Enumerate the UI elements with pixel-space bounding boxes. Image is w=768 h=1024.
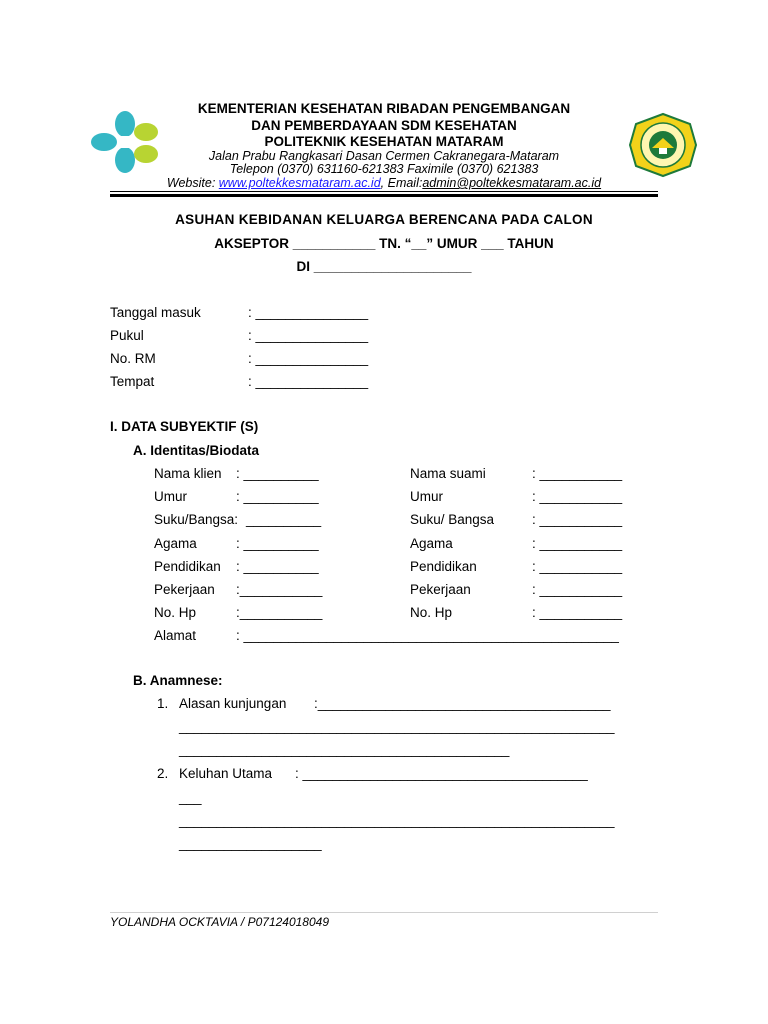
client-religion-label: Agama [154, 536, 197, 551]
husband-phone-label: No. Hp [410, 605, 453, 620]
husband-ethnicity-field[interactable]: : ___________ [532, 512, 623, 527]
husband-education-field[interactable]: : ___________ [532, 559, 623, 574]
client-ethnicity-label: Suku/Bangsa: [154, 512, 239, 527]
client-phone-field[interactable]: :___________ [236, 605, 323, 620]
husband-occupation-field[interactable]: : ___________ [532, 582, 623, 597]
header-line1: KEMENTERIAN KESEHATAN RIBADAN PENGEMBANGAN [197, 101, 571, 116]
admission-time-label: Pukul [110, 328, 144, 343]
client-ethnicity-field[interactable]: __________ [246, 512, 322, 527]
header-rule-thin [110, 191, 658, 192]
item1-number: 1. [157, 696, 169, 711]
husband-phone-field[interactable]: : ___________ [532, 605, 623, 620]
subsection-anamnesis: B. Anamnese: [133, 673, 223, 688]
admission-place-label: Tempat [110, 374, 155, 389]
husband-occupation-label: Pekerjaan [410, 582, 471, 597]
husband-education-label: Pendidikan [410, 559, 477, 574]
admission-date-label: Tanggal masuk [110, 305, 201, 320]
header-phone: Telepon (0370) 631160-621383 Faximile (0370) 621383 [229, 162, 539, 176]
main-complaint-field-line2[interactable]: ___ [179, 790, 202, 805]
husband-name-label: Nama suami [410, 466, 486, 481]
title-line3: DI _____________________ [296, 259, 472, 274]
admission-rm-label: No. RM [110, 351, 156, 366]
title-line2: AKSEPTOR ___________ TN. “__” UMUR ___ TAHUN [214, 236, 554, 251]
client-age-label: Umur [154, 489, 187, 504]
item2-number: 2. [157, 766, 169, 781]
header-line3: POLITEKNIK KESEHATAN MATARAM [264, 134, 504, 149]
admission-rm-field[interactable]: : _______________ [248, 351, 369, 366]
visit-reason-field-line3[interactable]: ____________________________________________ [179, 742, 510, 757]
main-complaint-field-line3[interactable]: __________________________________________________________ [179, 813, 615, 828]
admission-date-field[interactable]: : _______________ [248, 305, 369, 320]
client-age-field[interactable]: : __________ [236, 489, 319, 504]
visit-reason-field-line2[interactable]: __________________________________________________________ [179, 719, 615, 734]
email-link[interactable]: admin@poltekkesmataram.ac.id [422, 176, 602, 190]
husband-religion-label: Agama [410, 536, 453, 551]
husband-name-field[interactable]: : ___________ [532, 466, 623, 481]
client-name-field[interactable]: : __________ [236, 466, 319, 481]
husband-age-field[interactable]: : ___________ [532, 489, 623, 504]
admission-place-field[interactable]: : _______________ [248, 374, 369, 389]
visit-reason-field-line1[interactable]: :_______________________________________ [314, 696, 611, 711]
husband-age-label: Umur [410, 489, 443, 504]
header-rule-thick [110, 194, 658, 197]
client-occupation-field[interactable]: :___________ [236, 582, 323, 597]
footer-rule [110, 912, 658, 913]
visit-reason-label: Alasan kunjungan [179, 696, 287, 711]
title-line1: ASUHAN KEBIDANAN KELUARGA BERENCANA PADA CALON [175, 212, 593, 227]
husband-ethnicity-label: Suku/ Bangsa [410, 512, 495, 527]
client-education-label: Pendidikan [154, 559, 221, 574]
main-complaint-field-line1[interactable]: : ______________________________________ [295, 766, 588, 781]
subsection-identity: A. Identitas/Biodata [133, 443, 260, 458]
client-name-label: Nama klien [154, 466, 222, 481]
address-label: Alamat [154, 628, 197, 643]
section-heading-subjective: I. DATA SUBYEKTIF (S) [110, 419, 259, 434]
admission-time-field[interactable]: : _______________ [248, 328, 369, 343]
header-address: Jalan Prabu Rangkasari Dasan Cermen Cakranegara-Mataram [208, 149, 560, 163]
address-field[interactable]: : __________________________________________________ [236, 628, 619, 643]
husband-religion-field[interactable]: : ___________ [532, 536, 623, 551]
footer-author: YOLANDHA OCKTAVIA / P07124018049 [110, 915, 330, 929]
header-line2: DAN PEMBERDAYAAN SDM KESEHATAN [251, 118, 517, 133]
client-phone-label: No. Hp [154, 605, 197, 620]
client-religion-field[interactable]: : __________ [236, 536, 319, 551]
main-complaint-field-line4[interactable]: ___________________ [179, 836, 322, 851]
header-contact [0, 176, 768, 190]
client-education-field[interactable]: : __________ [236, 559, 319, 574]
main-complaint-label: Keluhan Utama [179, 766, 273, 781]
website-label: Website: [166, 176, 219, 190]
website-link[interactable]: www.poltekkesmataram.ac.id [218, 176, 381, 190]
client-occupation-label: Pekerjaan [154, 582, 215, 597]
email-label: , Email: [380, 176, 423, 190]
